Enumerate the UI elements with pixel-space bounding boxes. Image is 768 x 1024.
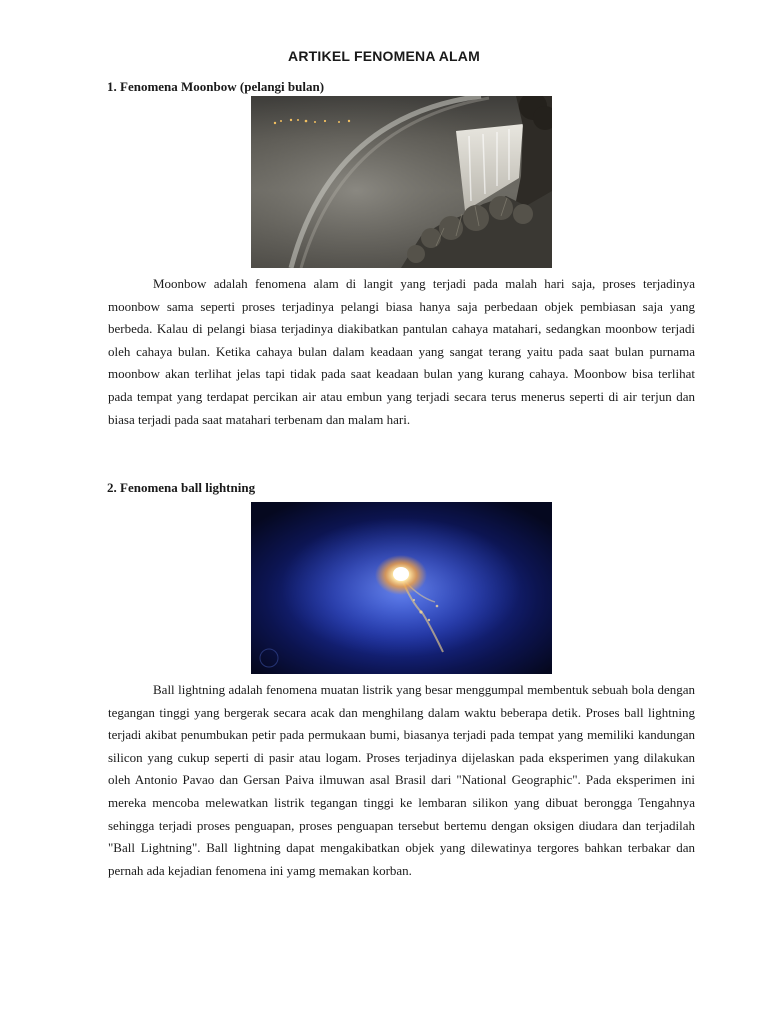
section-heading-moonbow: 1. Fenomena Moonbow (pelangi bulan) [107, 79, 325, 94]
moonbow-paragraph: Moonbow adalah fenomena alam di langit yang terjadi pada malah hari saja, proses terjadinya moonbow sama seperti proses terjadinya pelangi biasa hanya saja perbedaan objek pembiasan saja yang berbeda. Kalau di pelangi biasa terjadinya diakibatkan pantulan cahaya matahari, sedangkan moonbow terjadi oleh cahaya bulan. Ketika cahaya bulan dalam keadaan yang sangat terang yaitu pada saat bulan purnama moonbow akan terlihat jelas tapi tidak pada saat keadaan bulan yang kurang cahaya. Moonbow bisa terlihat pada tempat yang terdapat percikan air atau embun yang terjadi secara terus menerus seperti di air terjun dan biasa terjadi pada saat matahari terbenam dan malam hari. [108, 276, 695, 427]
moonbow-photo [251, 96, 552, 268]
document-title: ARTIKEL FENOMENA ALAM [288, 48, 480, 64]
ball-lightning-photo [251, 502, 552, 674]
ball-lightning-paragraph: Ball lightning adalah fenomena muatan listrik yang besar menggumpal membentuk sebuah bola dengan tegangan tinggi yang bergerak secara acak dan menghilang dalam waktu beberapa detik. Proses ball lightning terjadi akibat penumbukan petir pada permukaan bumi, biasanya terjadi pada tempat yang memiliki kandungan silicon yang cukup seperti di pasir atau logam. Proses terjadinya dijelaskan pada eksperimen yang dilakukan oleh Antonio Pavao dan Gersan Paiva ilmuwan asal Brasil dari "National Geographic". Pada eksperimen ini mereka mencoba melewatkan listrik tegangan tinggi ke lembaran silikon yang dibuat berongga Tengahnya sehingga terjadi proses penguapan, proses penguapan tersebut bertemu dengan oksigen diudara dan terjadilah "Ball Lightning". Ball lightning dapat mengakibatkan objek yang dilewatinya tergores bahkan terbakar dan pernah ada kejadian fenomena ini yamg memakan korban. [108, 682, 695, 878]
section-heading-ball-lightning: 2. Fenomena ball lightning [107, 480, 256, 495]
